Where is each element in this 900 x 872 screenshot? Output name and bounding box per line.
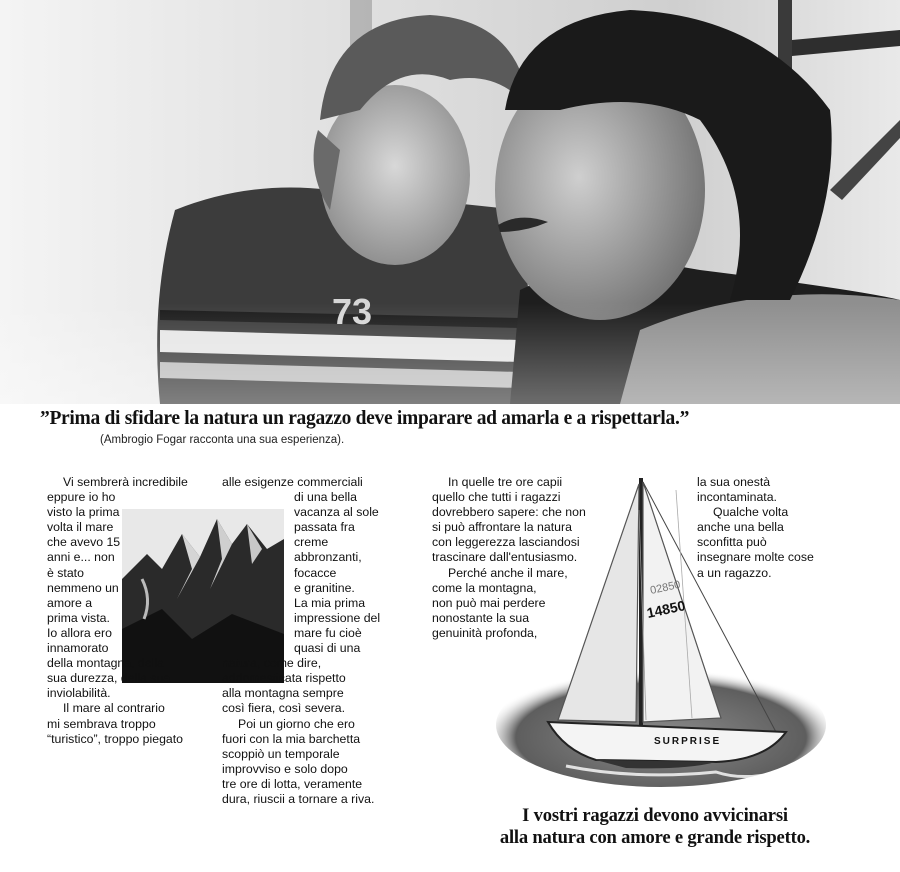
body-column-1 bbox=[47, 475, 207, 747]
boat-name: SURPRISE bbox=[654, 736, 722, 747]
subheadline: (Ambrogio Fogar racconta una sua esperienza). bbox=[100, 434, 345, 446]
text-line: passata fra bbox=[294, 520, 355, 535]
text-line: si può affrontare la natura bbox=[432, 520, 572, 535]
text-line: come la montagna, bbox=[432, 580, 537, 595]
text-line: “turistico”, troppo piegato bbox=[47, 731, 184, 746]
text-line: innamorato bbox=[47, 641, 109, 656]
tagline-line-1: I vostri ragazzi devono avvicinarsi bbox=[522, 805, 788, 826]
text-line: volta il mare bbox=[47, 520, 114, 535]
text-line: improvviso e solo dopo bbox=[222, 761, 348, 776]
text-line: quasi di una bbox=[294, 641, 361, 656]
text-line: sua durezza, della sua bbox=[47, 671, 171, 686]
tagline bbox=[420, 805, 890, 849]
text-line: Il mare al contrario bbox=[63, 701, 165, 716]
text-line: mare fu cioè bbox=[294, 625, 362, 640]
text-line: trascinare dall'entusiasmo. bbox=[432, 550, 578, 565]
text-line: inviolabilità. bbox=[47, 686, 111, 701]
text-line: non può mai perdere bbox=[432, 595, 546, 610]
text-line: impressione del bbox=[294, 610, 381, 625]
text-line: amore a bbox=[47, 595, 93, 610]
text-line: nemmeno un bbox=[47, 580, 119, 595]
text-line: alla montagna sempre bbox=[222, 686, 344, 701]
text-line: sconfitta può bbox=[697, 535, 767, 550]
text-line: della montagna, della bbox=[47, 656, 164, 671]
text-line: natura, come dire, bbox=[222, 656, 322, 671]
text-line: dura, riuscii a tornare a riva. bbox=[222, 791, 375, 806]
text-line: la sua onestà bbox=[697, 475, 771, 489]
text-line: mi sembrava troppo bbox=[47, 716, 156, 731]
text-line: che avevo 15 bbox=[47, 535, 121, 550]
text-line: insegnare molte cose bbox=[697, 550, 814, 565]
text-line: alle esigenze commerciali bbox=[222, 475, 363, 489]
hero-photo bbox=[0, 0, 900, 404]
text-line: creme bbox=[294, 535, 329, 550]
body-column-2 bbox=[222, 475, 417, 807]
text-line: visto la prima bbox=[47, 505, 120, 520]
text-line: tre ore di lotta, veramente bbox=[222, 776, 363, 791]
text-line: Vi sembrerà incredibile bbox=[63, 475, 188, 489]
text-line: e granitine. bbox=[294, 580, 355, 595]
text-line: anni e... non bbox=[47, 550, 115, 565]
text-line: di una bella bbox=[294, 490, 357, 505]
headline: ”Prima di sfidare la natura un ragazzo deve imparare ad amarla e a rispettarla.” bbox=[40, 408, 690, 429]
text-line: fuori con la mia barchetta bbox=[222, 731, 361, 746]
text-line: è stato bbox=[47, 565, 84, 580]
text-line: genuinità profonda, bbox=[432, 625, 538, 640]
text-line: dovrebbero sapere: che non bbox=[432, 505, 586, 520]
sail-number: 14850 bbox=[645, 597, 687, 621]
text-line: focacce bbox=[294, 565, 337, 580]
text-line: con leggerezza lasciandosi bbox=[432, 535, 580, 550]
text-line: così fiera, così severa. bbox=[222, 701, 346, 716]
text-line: La mia prima bbox=[294, 595, 366, 610]
text-line: incontaminata. bbox=[697, 490, 777, 505]
text-line: scoppiò un temporale bbox=[222, 746, 340, 761]
text-line: a un ragazzo. bbox=[697, 565, 772, 580]
text-line: prima vista. bbox=[47, 610, 110, 625]
text-line: eppure io ho bbox=[47, 490, 116, 505]
text-line: nonostante la sua bbox=[432, 610, 530, 625]
text-line: vacanza al sole bbox=[294, 505, 379, 520]
text-line: Poi un giorno che ero bbox=[238, 716, 355, 731]
text-line: In quelle tre ore capii bbox=[448, 475, 563, 489]
text-line: Perché anche il mare, bbox=[448, 565, 568, 580]
text-line: quello che tutti i ragazzi bbox=[432, 490, 561, 505]
text-line: abbronzanti, bbox=[294, 550, 362, 565]
text-line: Qualche volta bbox=[713, 505, 789, 520]
text-line: addomesticata rispetto bbox=[222, 671, 346, 686]
body-column-4 bbox=[697, 475, 887, 581]
body-column-3 bbox=[432, 475, 632, 641]
text-line: anche una bella bbox=[697, 520, 784, 535]
text-line: Io allora ero bbox=[47, 625, 112, 640]
sail-number-upper: 02850 bbox=[649, 578, 682, 597]
tagline-line-2: alla natura con amore e grande rispetto. bbox=[499, 827, 811, 848]
